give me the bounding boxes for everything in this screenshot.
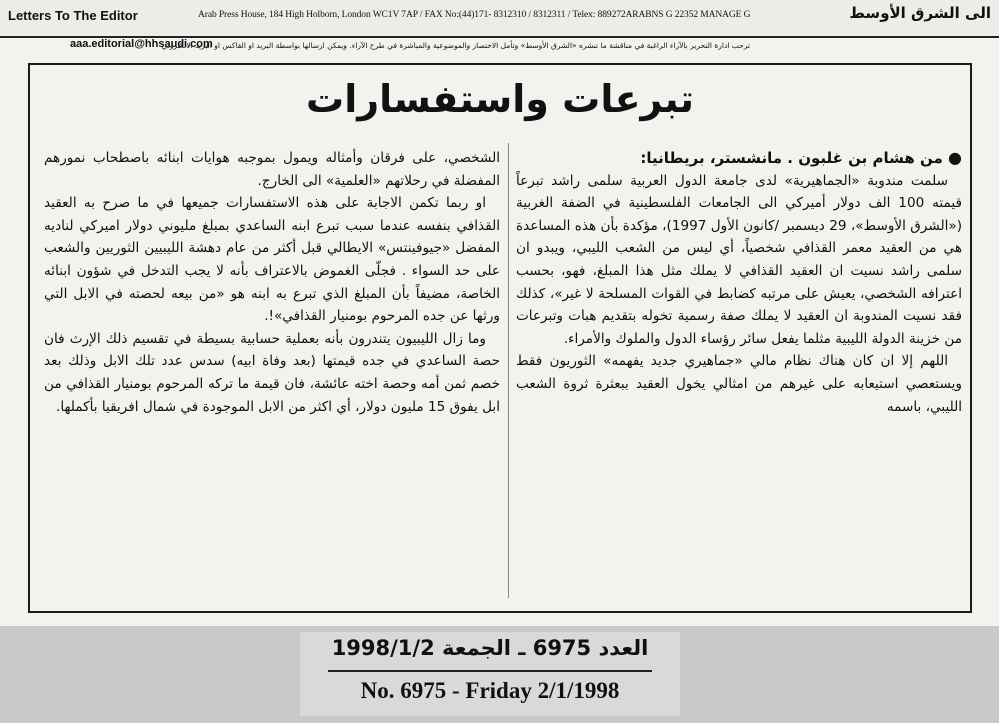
issue-arabic: العدد 6975 ـ الجمعة 1998/1/2: [331, 636, 649, 660]
paragraph: او ربما تكمن الاجابة على هذه الاستفسارات جميعها في ما صرح به العقيد القذافي بنفسه عندما سبب تبرع ابنه الساعدي بمبلغ مليوني دولار اميركي لناديه المفضل «جيوفينتس» الايطالي قبل أكثر من عام دهشة الليبيين الثوريين والشعب على حد السواء . فجلّى الغموض بالاعتراف بأنه لا يجب التدخل في شؤون ابنائه الخاصة، مضيفاً بأن المبلغ الذي تبرع به ابنه هو «من بيعه لحصته في الابل التي ورثها عن جده المرحوم بومنيار القذافي»!.: [44, 195, 500, 325]
byline-text: من هشام بن غلبون . مانشستر، بريطانيا:: [640, 149, 943, 167]
bullet-icon: ●: [948, 148, 962, 167]
issue-label: [300, 632, 680, 716]
article-byline: [516, 147, 962, 170]
contact-address: Arab Press House, 184 High Holborn, London WC1V 7AP / FAX No:(44)171- 8312310 / 8312311 / Telex: 889272ARABNS G 22352 MANAGE G: [198, 10, 751, 20]
paragraph: وما زال الليبيون يتندرون بأنه بعملية حسابية بسيطة في تقسيم ذلك الإرث فان حصة الساعدي في جده قيمتها (بعد وفاة ابيه) سدس عدد تلك الابل وذلك بعد خصم ثمن أمه وحصة اخته عائشة، فان قيمة ما تركه المرحوم بومنيار القذافي من ابل يفوق 15 مليون دولار، أي اكثر من الابل الموجودة في شمال افريقيا بأكملها.: [44, 330, 500, 415]
article-column-left: [44, 147, 500, 418]
paragraph: الشخصي، على فرقان وأمثاله ويمول بموجبه هوايات ابنائه باصطحاب نمورهم المفضلة في رحلاتهم «العلمية» الى الخارج.: [44, 150, 500, 189]
paragraph: سلمت مندوبة «الجماهيرية» لدى جامعة الدول العربية سلمى راشد تبرعاً قيمته 100 الف دولار أميركي الى الجامعات الفلسطينية في الضفة الغربية («الشرق الأوسط»، 29 ديسمبر /كانون الأول 1997)، مؤكدة بأن هذه المساعدة هي من العقيد معمر القذافي شخصياً، أي ليس من الشعب الليبي، ويبدو ان سلمى راشد نسيت ان العقيد القذافي لا يملك مثل هذا المبلغ، فهو، بحسب اعترافه الشخصي، يعيش على مرتبه كضابط في القوات المسلحة لا غير»، كذلك فقد نسيت المندوبة ان العقيد لا يملك صفة رسمية تخوله بتقديم هبات وتبرعات من خزينة الدولة الليبية مثلما يفعل سائر رؤساء الدول والملوك والأمراء.: [516, 172, 963, 347]
issue-separator: [328, 670, 652, 672]
section-title: Letters To The Editor: [8, 8, 138, 23]
issue-english: No. 6975 - Friday 2/1/1998: [360, 678, 620, 703]
submission-notice: ترحب ادارة التحرير بالآراء الراغبة في مناقشة ما تنشره «الشرق الأوسط» وتأمل الاختصار والموضوعية والمباشرة في طرح الآراء. ويمكن ارسالها بواسطة البريد او الفاكس او البريد الالكتروني: [161, 41, 750, 50]
article-headline: تبرعات واستفسارات: [306, 77, 694, 121]
paragraph: اللهم إلا ان كان هناك نظام مالي «جماهيري جديد يفهمه» الثوريون فقط ويستعصي استيعابه على غيرهم من امثالي يخول العقيد ببعثرة ثروة الشعب الليبي، باسمه: [516, 353, 962, 415]
article-frame: [28, 63, 972, 613]
masthead-bar: [0, 0, 999, 38]
newspaper-logo: الى الشرق الأوسط: [849, 4, 991, 22]
article-column-right: [516, 147, 962, 418]
editorial-email: aaa.editorial@hhsaudi.com: [70, 38, 213, 50]
column-divider: [508, 143, 509, 598]
